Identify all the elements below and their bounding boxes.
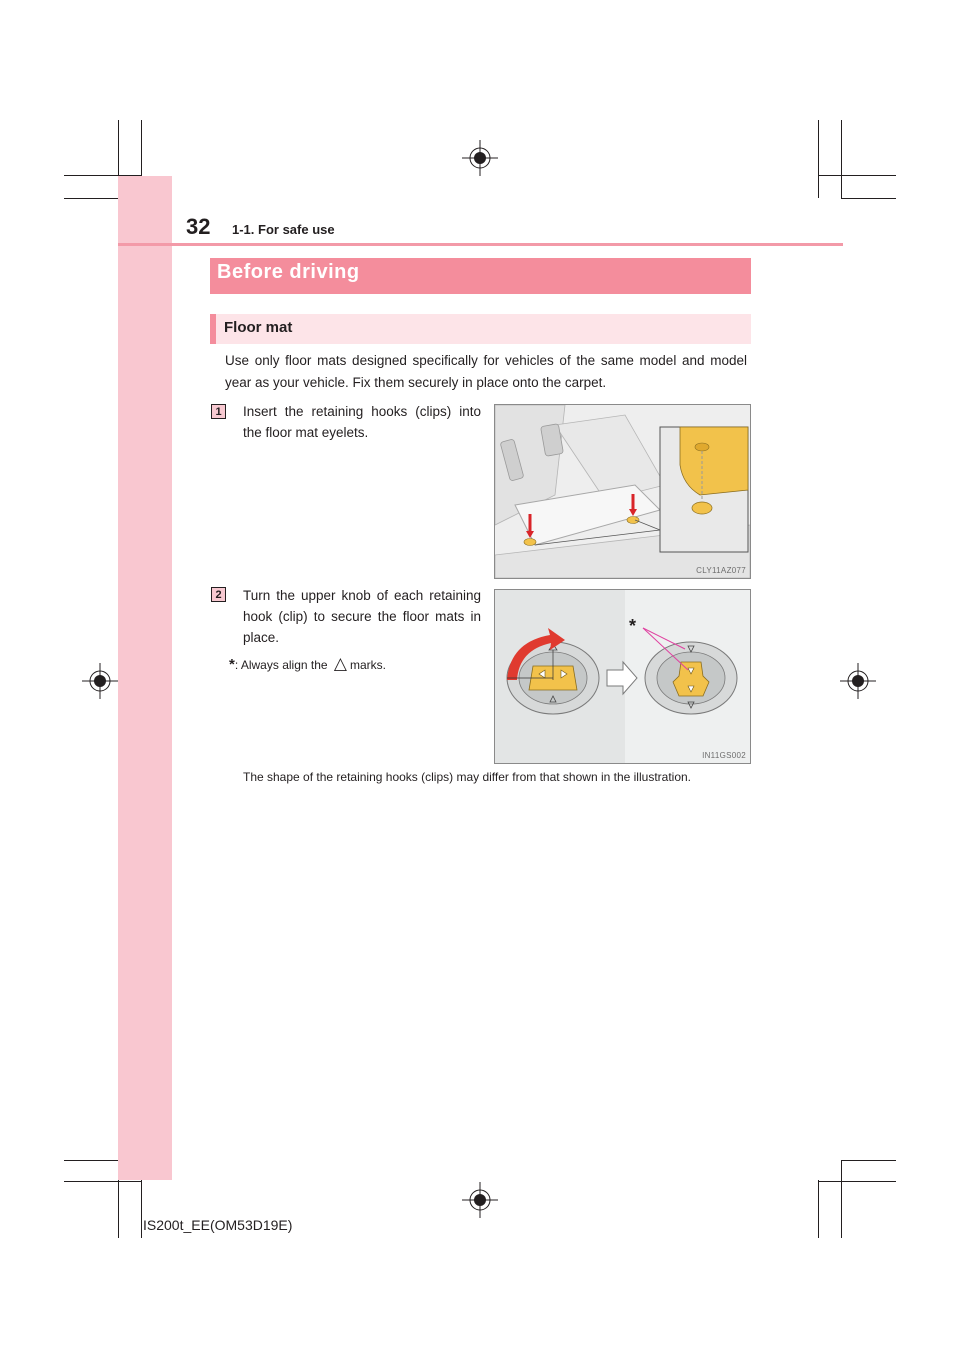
step-text-2: Turn the upper knob of each retaining hook (clip) to secure the floor mats in place. (243, 588, 481, 645)
retaining-hook-illustration (494, 589, 751, 764)
triangle-mark-icon: △ (333, 654, 347, 673)
crop-mark (841, 1160, 896, 1161)
retaining-hook-drawing (495, 590, 750, 763)
crop-mark (818, 120, 819, 198)
crop-mark (841, 198, 896, 199)
footer-model-code: IS200t_EE(OM53D19E) (143, 1217, 293, 1233)
crop-mark (64, 1181, 142, 1182)
crop-mark (64, 198, 118, 199)
crop-mark (841, 1160, 842, 1238)
crop-mark (64, 1160, 118, 1161)
registration-mark-icon (462, 1182, 498, 1218)
page-number: 32 (186, 214, 211, 239)
header-rule (118, 243, 843, 246)
floor-mat-illustration (494, 404, 751, 579)
figure-code: CLY11AZ077 (696, 566, 746, 575)
step-number-2: 2 (211, 587, 226, 602)
crop-mark (141, 1180, 142, 1238)
floor-mat-drawing (495, 405, 750, 578)
note-paragraph: The shape of the retaining hooks (clips) may differ from that shown in the illustration. (243, 770, 692, 784)
crop-mark (841, 120, 842, 198)
page-title: Before driving (217, 261, 360, 283)
footnote-marker: * (229, 656, 235, 673)
footnote-prefix: : Always align the (234, 658, 328, 672)
crop-mark (818, 1181, 896, 1182)
figure-code: IN11GS002 (702, 751, 746, 760)
footnote (229, 655, 386, 674)
registration-mark-icon (462, 140, 498, 176)
step-text-1: Insert the retaining hooks (clips) into the floor mat eyelets. (243, 404, 481, 440)
section-label: 1-1. For safe use (232, 222, 335, 237)
footnote-suffix: marks. (349, 658, 386, 672)
intro-paragraph: Use only floor mats designed specifically for vehicles of the same model and model year as your vehicle. Fix them securely in place onto the carpet. (225, 353, 747, 390)
crop-mark (818, 175, 896, 176)
registration-mark-icon (840, 663, 876, 699)
crop-mark (818, 1180, 819, 1238)
figure-asterisk: * (629, 616, 637, 636)
step-number-1: 1 (211, 404, 226, 419)
subsection-title: Floor mat (224, 319, 293, 336)
chapter-sidebar (118, 176, 172, 1180)
registration-mark-icon (82, 663, 118, 699)
